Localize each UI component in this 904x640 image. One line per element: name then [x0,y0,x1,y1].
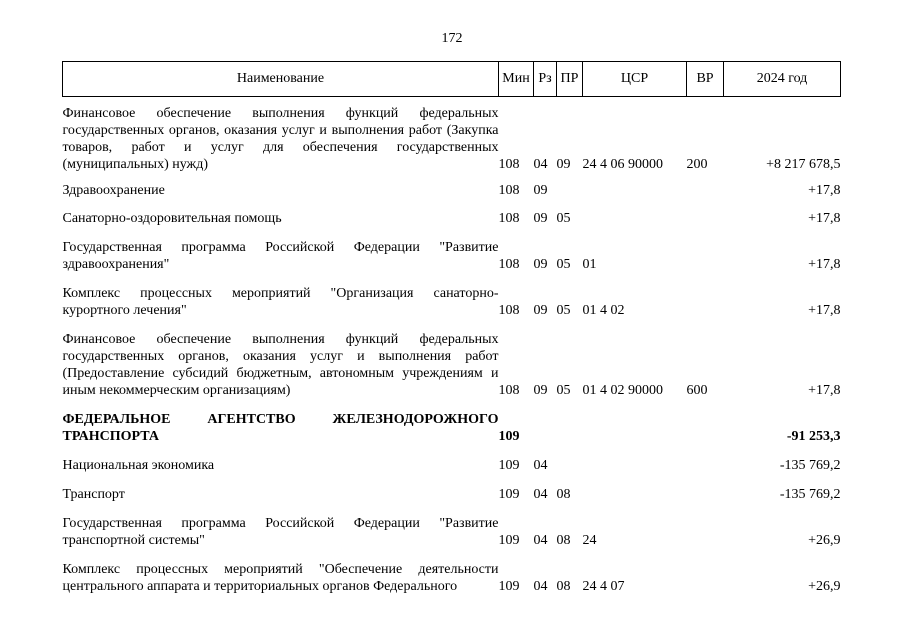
cell-year: +8 217 678,5 [766,157,841,172]
cell-pr [557,173,583,199]
cell-pr: 05 [556,303,571,318]
cell-csr: 01 4 02 [582,303,625,318]
col-header-rz: Рз [534,62,557,97]
cell-name: Комплекс процессных мероприятий "Организация санаторно-курортного лечения" [62,286,499,318]
cell-min: 109 [498,487,520,502]
cell-vr: 200 [686,157,708,172]
cell-rz: 09 [533,257,548,272]
table-row [63,319,841,399]
cell-pr [557,445,583,474]
cell-year: -135 769,2 [779,487,841,502]
col-header-pr: ПР [557,62,583,97]
col-header-csr: ЦСР [583,62,687,97]
cell-name: Государственная программа Российской Федерации "Развитие транспортной системы" [62,516,499,548]
table-row [63,97,841,174]
cell-name: Национальная экономика [62,458,215,473]
cell-year: +17,8 [808,183,841,198]
table-row [63,503,841,549]
table-row [63,399,841,445]
cell-pr: 05 [556,383,571,398]
cell-min: 108 [498,157,520,172]
table-row [63,549,841,595]
table-row [63,173,841,199]
cell-rz: 09 [533,183,548,198]
cell-min: 108 [498,257,520,272]
cell-csr: 24 4 06 90000 [582,157,663,172]
cell-vr [687,273,724,319]
cell-year: -135 769,2 [779,458,841,473]
cell-name: Здравоохранение [62,183,165,198]
budget-table [62,61,841,595]
cell-year: -91 253,3 [786,429,841,444]
cell-min: 109 [498,429,520,444]
cell-rz: 04 [533,579,548,594]
cell-csr [583,474,687,503]
cell-vr [687,445,724,474]
cell-name: Санаторно-оздоровительная помощь [62,211,282,226]
cell-csr: 01 [582,257,597,272]
cell-name: Финансовое обеспечение выполнения функций федеральных государственных органов, оказания услуг и выполнения работ (Закупка товаров, работ и услуг для обеспечения государственных (муниципальных) нужд) [62,106,499,172]
cell-year: +17,8 [808,383,841,398]
cell-min: 108 [498,211,520,226]
cell-vr [687,503,724,549]
cell-csr: 24 4 07 [582,579,625,594]
cell-rz: 09 [533,211,548,226]
cell-rz: 04 [533,533,548,548]
table-row [63,474,841,503]
cell-vr [687,474,724,503]
cell-pr: 05 [556,257,571,272]
cell-csr [583,199,687,227]
cell-rz: 04 [533,487,548,502]
cell-vr: 600 [686,383,708,398]
page-number: 172 [441,31,463,46]
cell-rz: 04 [533,458,548,473]
cell-name: Транспорт [62,487,125,502]
cell-year: +17,8 [808,211,841,226]
cell-year: +26,9 [808,533,841,548]
table-row [63,199,841,227]
col-header-min: Мин [499,62,534,97]
cell-name: ФЕДЕРАЛЬНОЕ АГЕНТСТВО ЖЕЛЕЗНОДОРОЖНОГО ТРАНСПОРТА [62,412,499,444]
table-header-row [63,62,841,97]
cell-min: 108 [498,383,520,398]
cell-csr [583,173,687,199]
cell-pr: 09 [556,157,571,172]
cell-rz: 09 [533,383,548,398]
cell-csr [583,399,687,445]
cell-rz [534,399,557,445]
cell-vr [687,399,724,445]
table-row [63,227,841,273]
cell-name: Финансовое обеспечение выполнения функций федеральных государственных органов, оказания услуг и выполнения работ (Предоставление субсидий бюджетным, автономным учреждениям и иным некоммерческим организациям) [62,332,499,398]
cell-csr: 24 [582,533,597,548]
cell-csr [583,445,687,474]
cell-vr [687,173,724,199]
cell-rz: 04 [533,157,548,172]
cell-pr: 08 [556,579,571,594]
cell-min: 108 [498,303,520,318]
cell-vr [687,227,724,273]
col-header-year: 2024 год [724,62,841,97]
cell-vr [687,199,724,227]
cell-csr: 01 4 02 90000 [582,383,663,398]
cell-min: 109 [498,533,520,548]
cell-year: +17,8 [808,303,841,318]
cell-pr: 08 [556,533,571,548]
cell-min: 109 [498,458,520,473]
col-header-vr: ВР [687,62,724,97]
cell-name: Государственная программа Российской Федерации "Развитие здравоохранения" [62,240,499,272]
cell-year: +17,8 [808,257,841,272]
table-row [63,273,841,319]
cell-vr [687,549,724,595]
col-header-name: Наименование [63,62,499,97]
cell-pr [557,399,583,445]
cell-name: Комплекс процессных мероприятий "Обеспечение деятельности центрального аппарата и территориальных органов Федерального [62,562,499,594]
cell-pr: 08 [556,487,571,502]
cell-rz: 09 [533,303,548,318]
cell-pr: 05 [556,211,571,226]
cell-min: 108 [498,183,520,198]
cell-min: 109 [498,579,520,594]
cell-year: +26,9 [808,579,841,594]
table-row [63,445,841,474]
